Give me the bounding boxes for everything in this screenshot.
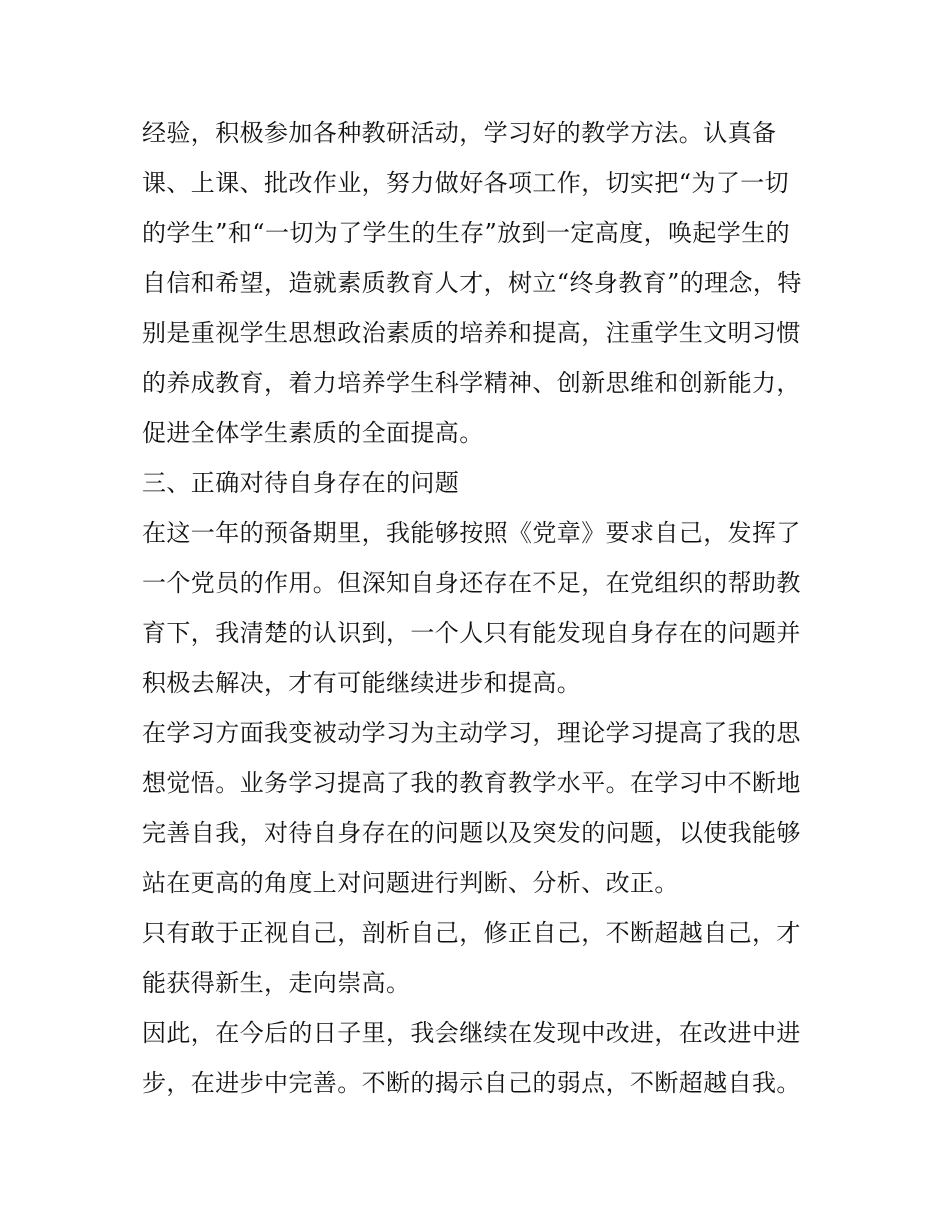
text-line-5: 别是重视学生思想政治素质的培养和提高，注重学生文明习惯 — [142, 319, 801, 347]
text-line-12: 积极去解决，才有可能继续进步和提高。 — [142, 669, 582, 697]
text-line-2: 课、上课、批改作业，努力做好各项工作，切实把“为了一切 — [142, 169, 790, 197]
text-line-13: 在学习方面我变被动学习为主动学习，理论学习提高了我的思 — [142, 719, 801, 747]
text-line-3: 的学生”和“一切为了学生的生存”放到一定高度，唤起学生的 — [142, 219, 791, 247]
text-line-20: 步，在进步中完善。不断的揭示自己的弱点，不断超越自我。 — [142, 1069, 801, 1097]
text-line-7: 促进全体学生素质的全面提高。 — [142, 419, 484, 447]
document-body — [142, 108, 822, 1108]
text-line-11: 育下，我清楚的认识到，一个人只有能发现自身存在的问题并 — [142, 619, 801, 647]
text-line-14: 想觉悟。业务学习提高了我的教育教学水平。在学习中不断地 — [142, 769, 801, 797]
text-line-1: 经验，积极参加各种教研活动，学习好的教学方法。认真备 — [142, 119, 777, 147]
text-line-6: 的养成教育，着力培养学生科学精神、创新思维和创新能力， — [142, 369, 801, 397]
text-line-16: 站在更高的角度上对问题进行判断、分析、改正。 — [142, 869, 679, 897]
text-line-10: 一个党员的作用。但深知自身还存在不足，在党组织的帮助教 — [142, 569, 801, 597]
text-line-9: 在这一年的预备期里，我能够按照《党章》要求自己，发挥了 — [142, 519, 801, 547]
text-line-18: 能获得新生，走向崇高。 — [142, 969, 411, 997]
section-heading: 三、正确对待自身存在的问题 — [142, 469, 460, 497]
text-line-15: 完善自我，对待自身存在的问题以及突发的问题，以使我能够 — [142, 819, 801, 847]
text-line-17: 只有敢于正视自己，剖析自己，修正自己，不断超越自己，才 — [142, 919, 801, 947]
text-line-19: 因此，在今后的日子里，我会继续在发现中改进，在改进中进 — [142, 1019, 801, 1047]
text-line-4: 自信和希望，造就素质教育人才，树立“终身教育”的理念，特 — [142, 269, 802, 297]
